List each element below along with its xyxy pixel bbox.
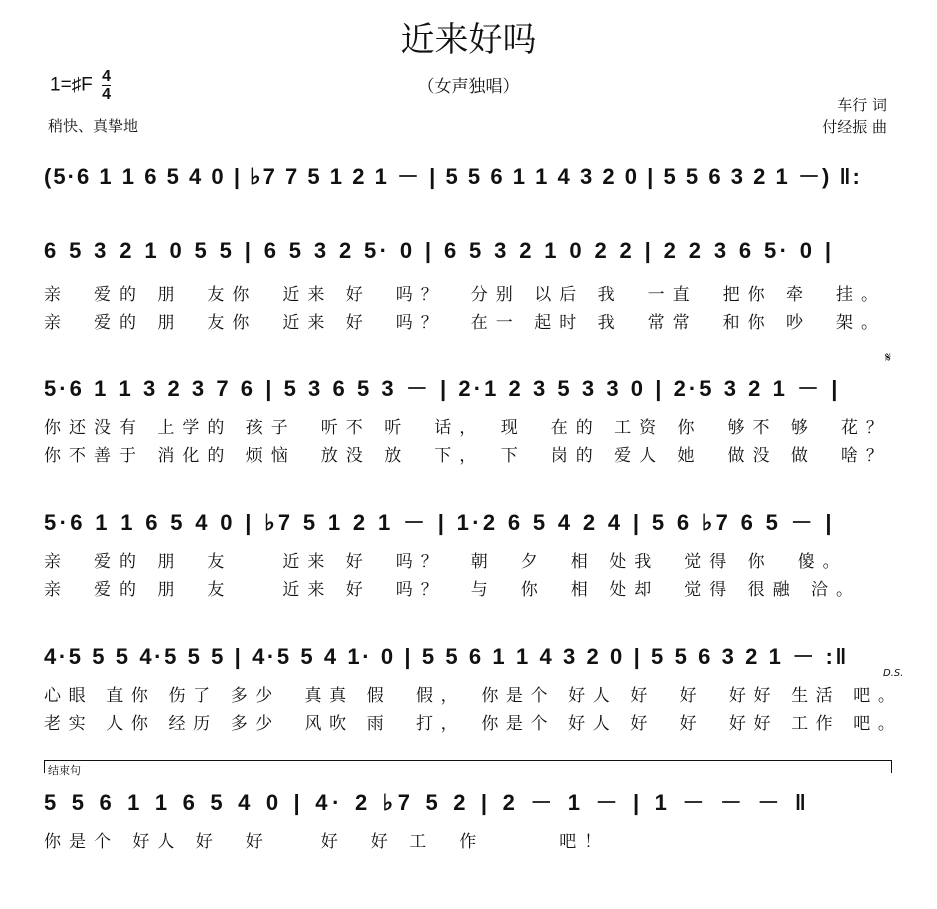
score-row-3: 5·6 1 1 3 2 3 7 6 | 5 3 6 5 3 － | 2·1 2 3 5 3 3 0 | 2·5 3 2 1 － | bbox=[44, 376, 841, 401]
ending-bracket bbox=[44, 760, 892, 773]
lyrics-row-2-verse-1: 亲 爱的 朋 友你 近来 好 吗？ 分别 以后 我 一直 把你 牵 挂。 bbox=[44, 285, 887, 305]
lyrics-row-3-verse-2: 你不善于 消化的 烦恼 放没 放 下， 下 岗的 爱人 她 做没 做 啥？ bbox=[44, 446, 891, 466]
time-sig-top: 4 bbox=[102, 68, 111, 85]
score-row-6: 5 5 6 1 1 6 5 4 0 | 4· 2 ♭7 5 2 | 2 － 1 － | 1 － － － ‖ bbox=[44, 790, 811, 815]
time-signature bbox=[102, 68, 111, 103]
song-title: 近来好吗 bbox=[400, 20, 537, 60]
lyrics-row-2-verse-2: 亲 爱的 朋 友你 近来 好 吗？ 在一 起时 我 常常 和你 吵 架。 bbox=[44, 313, 887, 333]
ds-marking: D.S. bbox=[883, 668, 904, 679]
segno-sign: 𝄋 bbox=[885, 350, 892, 366]
score-row-5: 4·5 5 5 4·5 5 5 | 4·5 5 4 1· 0 | 5 5 6 1 1 4 3 2 0 | 5 5 6 3 2 1 － :‖ bbox=[44, 644, 849, 669]
score-row-4: 5·6 1 1 6 5 4 0 | ♭7 5 1 2 1 － | 1·2 6 5 4 2 4 | 5 6 ♭7 6 5 － | bbox=[44, 510, 835, 535]
ending-label: 结束句 bbox=[48, 764, 81, 777]
score-row-1: (5·6 1 1 6 5 4 0 | ♭7 7 5 1 2 1 － | 5 5 6 1 1 4 3 2 0 | 5 5 6 3 2 1 －) ‖: bbox=[44, 164, 862, 189]
key-signature bbox=[50, 68, 111, 103]
lyricist-credit: 车行 词 bbox=[837, 96, 887, 114]
lyrics-row-4-verse-1: 亲 爱的 朋 友 近来 好 吗？ 朝 夕 相 处我 觉得 你 傻。 bbox=[44, 552, 848, 572]
composer-credit: 付经振 曲 bbox=[822, 118, 887, 136]
lyrics-row-6: 你是个 好人 好 好 好 好 工 作 吧！ bbox=[44, 832, 610, 852]
key-label: 1=♯F bbox=[50, 74, 93, 96]
lyrics-row-5-verse-1: 心眼 直你 伤了 多少 真真 假 假， 你是个 好人 好 好 好好 生活 吧。 bbox=[44, 686, 903, 706]
lyrics-row-5-verse-2: 老实 人你 经历 多少 风吹 雨 打， 你是个 好人 好 好 好好 工作 吧。 bbox=[44, 714, 903, 734]
tempo-marking: 稍快、真挚地 bbox=[48, 117, 139, 135]
song-subtitle: （女声独唱） bbox=[417, 77, 520, 97]
time-sig-bottom: 4 bbox=[102, 86, 111, 103]
lyrics-row-3-verse-1: 你还没有 上学的 孩子 听不 听 话， 现 在的 工资 你 够不 够 花？ bbox=[44, 418, 891, 438]
lyrics-row-4-verse-2: 亲 爱的 朋 友 近来 好 吗？ 与 你 相 处却 觉得 很融 洽。 bbox=[44, 580, 862, 600]
score-row-2: 6 5 3 2 1 0 5 5 | 6 5 3 2 5· 0 | 6 5 3 2 1 0 2 2 | 2 2 3 6 5· 0 | bbox=[44, 238, 835, 263]
